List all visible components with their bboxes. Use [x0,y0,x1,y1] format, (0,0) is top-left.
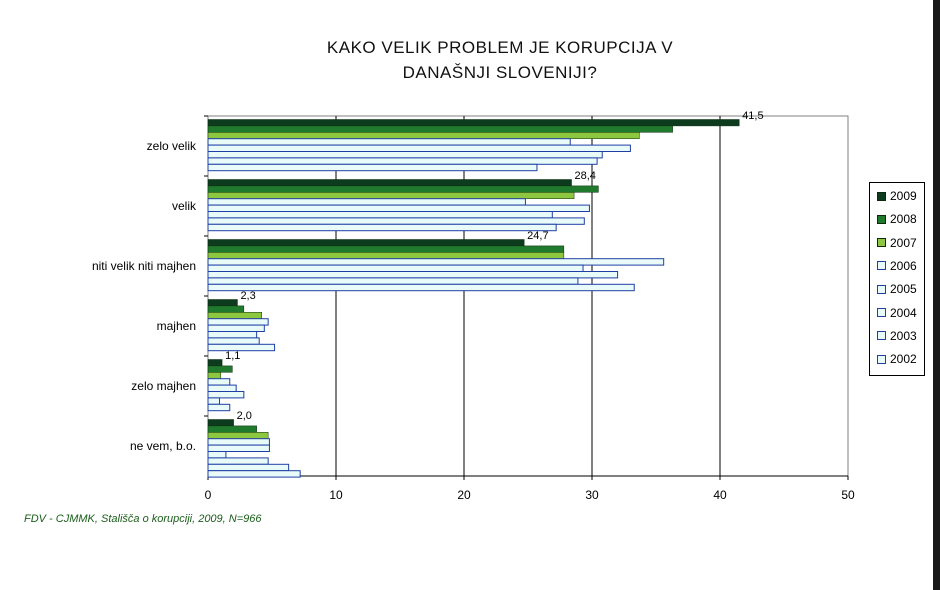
bar [208,452,226,458]
legend-item [877,211,917,227]
data-label: 24,7 [527,230,549,242]
bar [208,445,269,451]
bar [208,152,602,158]
bar [208,278,578,284]
bar [208,240,524,246]
bar [208,164,537,170]
bar [208,284,634,290]
x-tick-label: 30 [585,488,599,502]
legend-label: 2008 [890,212,917,227]
legend-label: 2004 [890,305,917,320]
chart-title-line-1: KAKO VELIK PROBLEM JE KORUPCIJA V [326,38,674,57]
bar [208,360,222,366]
legend-swatch [877,192,886,201]
bar [208,199,525,205]
category-label: ne vem, b.o. [129,439,196,453]
bar [208,300,237,306]
legend-swatch [877,331,886,340]
bar [208,325,264,331]
legend-item [877,281,917,297]
bar [208,426,257,432]
legend-swatch [877,238,886,247]
source-note: FDV - CJMMK, Stališča o korupciji, 2009, N=966 [24,513,262,525]
legend-label: 2006 [890,258,917,273]
data-label: 28,4 [574,170,596,182]
legend-swatch [877,215,886,224]
category-label: zelo velik [146,139,196,153]
bar [208,366,232,372]
legend-swatch [877,285,886,294]
legend-swatch [877,355,886,364]
bar [208,379,230,385]
legend-label: 2003 [890,328,917,343]
bar [208,344,275,350]
x-tick-label: 10 [329,488,343,502]
legend-item [877,188,917,204]
bar [208,432,268,438]
bar [208,439,269,445]
legend-label: 2007 [890,235,917,250]
bar [208,212,552,218]
legend-item [877,235,917,251]
bar [208,180,572,186]
bar [208,158,597,164]
bar [208,265,583,271]
legend-swatch [877,308,886,317]
bar [208,192,574,198]
bar [208,458,268,464]
bar [208,120,739,126]
bar [208,145,630,151]
bar [208,186,598,192]
category-label: velik [171,199,196,213]
bar [208,398,220,404]
bar [208,126,673,132]
bar [208,246,564,252]
bar [208,312,262,318]
legend-item [877,351,917,367]
bar [208,224,556,230]
x-tick-label: 40 [713,488,727,502]
data-label: 1,1 [225,350,241,362]
chart-legend [869,182,925,376]
category-label: zelo majhen [131,379,196,393]
bar [208,464,289,470]
bar [208,404,230,410]
data-label: 2,0 [236,410,252,422]
category-label: majhen [156,319,196,333]
bar [208,338,259,344]
bar [208,306,244,312]
bar [208,252,564,258]
data-label: 41,5 [742,110,764,122]
x-tick-label: 20 [457,488,471,502]
legend-label: 2002 [890,352,917,367]
bar [208,392,244,398]
legend-label: 2009 [890,189,917,203]
chart-title-line-2: DANAŠNJI SLOVENIJI? [402,63,598,82]
bar [208,272,618,278]
bar [208,372,221,378]
legend-label: 2005 [890,282,917,297]
legend-item [877,305,917,321]
bar [208,218,584,224]
x-tick-label: 0 [204,488,212,502]
bar [208,332,257,338]
bar [208,205,589,211]
bar [208,420,234,426]
bar [208,319,268,325]
bar [208,385,236,391]
bar [208,259,664,265]
legend-item [877,258,917,274]
bar [208,471,300,477]
bar [208,139,570,145]
data-label: 2,3 [240,290,256,302]
legend-swatch [877,261,886,270]
legend-item [877,328,917,344]
x-tick-label: 50 [841,488,855,502]
category-label: niti velik niti majhen [91,259,196,273]
bar [208,132,639,138]
